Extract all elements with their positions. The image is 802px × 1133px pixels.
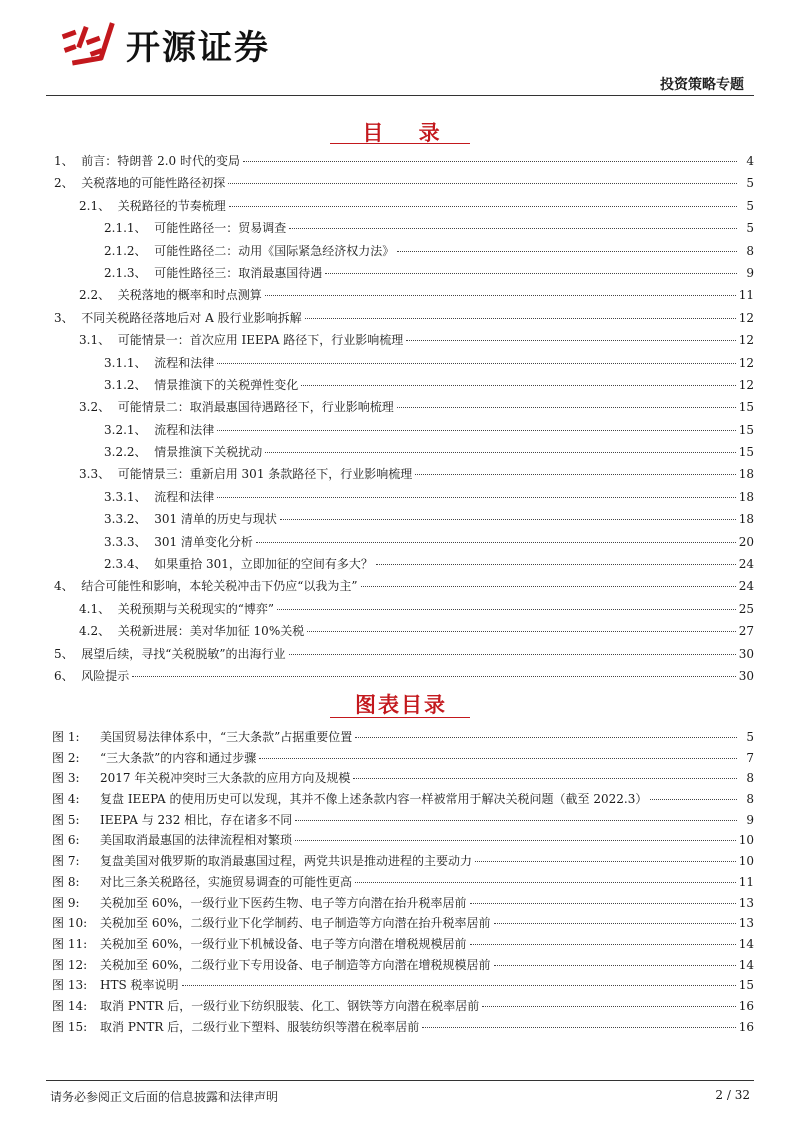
entry-number: 4.1、 (79, 601, 111, 616)
entry-number: 2.1、 (79, 198, 111, 213)
toc-list (46, 150, 754, 687)
entry-page-number: 5 (746, 176, 754, 191)
entry-page-number: 14 (738, 936, 754, 951)
entry-title: 可能情景一：首次应用 IEEPA 路径下，行业影响梳理 (117, 333, 404, 348)
toc-entry[interactable] (46, 262, 754, 284)
entry-title: 301 清单变化分析 (154, 534, 253, 549)
entry-title: 关税加至 60%，二级行业下专用设备、电子制造等方向潜在增税规模居前 (100, 957, 491, 972)
entry-title: HTS 税率说明 (100, 978, 179, 993)
entry-title: 美国取消最惠国的法律流程相对繁琐 (100, 833, 293, 848)
entry-page-number: 24 (738, 579, 754, 594)
entry-page-number: 20 (738, 534, 754, 549)
figure-entry[interactable] (46, 810, 754, 831)
entry-number: 3.1.2、 (104, 377, 147, 392)
entry-number: 4、 (54, 579, 74, 594)
toc-entry[interactable] (46, 620, 754, 642)
toc-entry[interactable] (46, 665, 754, 687)
dot-leader (650, 799, 737, 800)
entry-title: 不同关税路径落地后对 A 股行业影响拆解 (81, 310, 302, 325)
dot-leader (280, 519, 736, 520)
dot-leader (132, 676, 735, 677)
entry-number: 图 2: (52, 750, 80, 765)
entry-title: 展望后续，寻找“关税脱敏”的出海行业 (81, 646, 286, 661)
figure-list-heading: 图表目录 (355, 693, 447, 717)
entry-number: 2、 (54, 176, 74, 191)
dot-leader (277, 609, 736, 610)
entry-page-number: 12 (738, 377, 754, 392)
entry-number: 3.3.3、 (104, 534, 147, 549)
page-number: 2 / 32 (715, 1088, 750, 1102)
entry-number: 3、 (54, 310, 74, 325)
entry-title: 如果重拾 301，立即加征的空间有多大？ (154, 557, 373, 572)
entry-title: 流程和法律 (154, 422, 215, 437)
toc-entry[interactable] (46, 352, 754, 374)
entry-page-number: 15 (738, 978, 754, 993)
entry-number: 4.2、 (79, 624, 111, 639)
figure-list (46, 727, 754, 1037)
entry-title: 关税预期与关税现实的“博弈” (117, 601, 275, 616)
figure-entry[interactable] (46, 727, 754, 748)
entry-number: 3.1.1、 (104, 355, 147, 370)
entry-page-number: 15 (738, 445, 754, 460)
entry-number: 2.1.1、 (104, 221, 147, 236)
entry-number: 2.3.4、 (104, 557, 147, 572)
report-type: 投资策略专题 (660, 77, 744, 93)
dot-leader (289, 654, 736, 655)
entry-number: 图 14: (52, 998, 88, 1013)
entry-title: IEEPA 与 232 相比，存在诸多不同 (100, 812, 293, 827)
figure-entry[interactable] (46, 748, 754, 769)
kaiyuan-logo-icon (60, 18, 118, 70)
entry-number: 图 3: (52, 771, 80, 786)
figure-entry[interactable] (46, 934, 754, 955)
figure-entry[interactable] (46, 851, 754, 872)
entry-page-number: 16 (738, 998, 754, 1013)
entry-number: 图 10: (52, 916, 88, 931)
entry-page-number: 15 (738, 422, 754, 437)
entry-page-number: 8 (746, 243, 754, 258)
entry-number: 3.1、 (79, 333, 111, 348)
dot-leader (265, 295, 736, 296)
toc-entry[interactable] (46, 643, 754, 665)
entry-page-number: 18 (738, 489, 754, 504)
entry-number: 3.3.2、 (104, 512, 147, 527)
entry-title: 对比三条关税路径，实施贸易调查的可能性更高 (100, 874, 353, 889)
entry-title: 前言：特朗普 2.0 时代的变局 (81, 154, 240, 168)
dot-leader (256, 542, 736, 543)
entry-title: 关税落地的概率和时点测算 (117, 288, 262, 303)
entry-page-number: 4 (746, 154, 754, 168)
dot-leader (422, 1027, 735, 1028)
figure-entry[interactable] (46, 996, 754, 1017)
entry-page-number: 24 (738, 557, 754, 572)
entry-page-number: 16 (738, 1019, 754, 1034)
dot-leader (228, 183, 737, 184)
figure-entry[interactable] (46, 893, 754, 914)
entry-title: 关税加至 60%，二级行业下化学制药、电子制造等方向潜在抬升税率居前 (100, 916, 491, 931)
entry-title: 美国贸易法律体系中，“三大条款”占据重要位置 (100, 730, 353, 744)
dot-leader (470, 903, 736, 904)
entry-page-number: 9 (746, 265, 754, 280)
toc-entry[interactable] (46, 284, 754, 306)
figure-entry[interactable] (46, 913, 754, 934)
entry-number: 2.2、 (79, 288, 111, 303)
entry-page-number: 5 (746, 221, 754, 236)
entry-page-number: 10 (738, 854, 754, 869)
dot-leader (353, 778, 737, 779)
dot-leader (305, 318, 736, 319)
entry-title: 可能性路径三：取消最惠国待遇 (154, 265, 323, 280)
dot-leader (295, 820, 737, 821)
entry-number: 2.1.2、 (104, 243, 147, 258)
entry-title: 2017 年关税冲突时三大条款的应用方向及规模 (100, 771, 351, 786)
entry-title: 关税新进展：美对华加征 10%关税 (117, 624, 305, 639)
dot-leader (217, 497, 736, 498)
entry-title: 可能性路径一：贸易调查 (154, 221, 287, 236)
toc-entry[interactable] (46, 441, 754, 463)
toc-entry[interactable] (46, 463, 754, 485)
dot-leader (259, 758, 737, 759)
dot-leader (475, 861, 736, 862)
entry-page-number: 13 (738, 895, 754, 910)
figure-entry[interactable] (46, 830, 754, 851)
dot-leader (355, 737, 737, 738)
entry-page-number: 12 (738, 310, 754, 325)
entry-title: 取消 PNTR 后，一级行业下纺织服装、化工、钢铁等方向潜在税率居前 (100, 998, 480, 1013)
entry-page-number: 8 (746, 771, 754, 786)
entry-page-number: 12 (738, 355, 754, 370)
toc-entry[interactable] (46, 508, 754, 530)
dot-leader (301, 385, 736, 386)
company-logo (60, 18, 270, 70)
figure-entry[interactable] (46, 789, 754, 810)
dot-leader (265, 452, 736, 453)
entry-page-number: 10 (738, 833, 754, 848)
toc-entry[interactable] (46, 575, 754, 597)
entry-title: 复盘 IEEPA 的使用历史可以发现，其并不像上述条款内容一样被常用于解决关税问题（截至 2022.3） (100, 792, 648, 807)
entry-page-number: 18 (738, 467, 754, 482)
dot-leader (361, 586, 736, 587)
entry-page-number: 5 (746, 730, 754, 744)
dot-leader (482, 1006, 735, 1007)
entry-page-number: 5 (746, 198, 754, 213)
dot-leader (229, 206, 737, 207)
entry-title: 关税加至 60%，一级行业下医药生物、电子等方向潜在抬升税率居前 (100, 895, 467, 910)
dot-leader (217, 430, 736, 431)
entry-number: 3.2、 (79, 400, 111, 415)
toc-entry[interactable] (46, 486, 754, 508)
dot-leader (415, 474, 735, 475)
entry-title: 关税落地的可能性路径初探 (81, 176, 226, 191)
entry-number: 图 8: (52, 874, 80, 889)
dot-leader (397, 251, 737, 252)
entry-number: 图 11: (52, 936, 88, 951)
dot-leader (376, 564, 736, 565)
entry-page-number: 12 (738, 333, 754, 348)
entry-page-number: 27 (738, 624, 754, 639)
toc-entry[interactable] (46, 172, 754, 194)
dot-leader (243, 161, 737, 162)
entry-title: 取消 PNTR 后，二级行业下塑料、服装纺织等潜在税率居前 (100, 1019, 420, 1034)
toc-entry[interactable] (46, 419, 754, 441)
entry-number: 图 6: (52, 833, 80, 848)
entry-page-number: 14 (738, 957, 754, 972)
toc-entry[interactable] (46, 531, 754, 553)
entry-title: 流程和法律 (154, 489, 215, 504)
entry-page-number: 30 (738, 646, 754, 661)
figure-entry[interactable] (46, 955, 754, 976)
dot-leader (295, 840, 736, 841)
dot-leader (406, 340, 735, 341)
entry-number: 图 1: (52, 730, 80, 744)
entry-number: 6、 (54, 668, 74, 683)
toc-entry[interactable] (46, 553, 754, 575)
toc-entry[interactable] (46, 217, 754, 239)
entry-number: 图 9: (52, 895, 80, 910)
company-name: 开源证券 (126, 27, 270, 68)
entry-number: 3.2.1、 (104, 422, 147, 437)
toc-entry[interactable] (46, 374, 754, 396)
dot-leader (397, 407, 736, 408)
toc-heading: 目 录 (362, 121, 454, 145)
dot-leader (307, 631, 735, 632)
entry-number: 5、 (54, 646, 74, 661)
dot-leader (470, 944, 736, 945)
toc-entry[interactable] (46, 240, 754, 262)
entry-title: 关税路径的节奏梳理 (117, 198, 226, 213)
entry-title: 可能性路径二：动用《国际紧急经济权力法》 (154, 243, 395, 258)
toc-entry[interactable] (46, 307, 754, 329)
toc-entry[interactable] (46, 329, 754, 351)
dot-leader (355, 882, 736, 883)
entry-number: 图 15: (52, 1019, 88, 1034)
entry-title: 关税加至 60%，一级行业下机械设备、电子等方向潜在增税规模居前 (100, 936, 467, 951)
figure-entry[interactable] (46, 975, 754, 996)
dot-leader (494, 965, 736, 966)
toc-entry[interactable] (46, 396, 754, 418)
entry-page-number: 11 (738, 288, 754, 303)
entry-page-number: 30 (738, 668, 754, 683)
footer-divider (46, 1080, 754, 1081)
entry-title: 情景推演下关税扰动 (154, 445, 263, 460)
entry-page-number: 25 (738, 601, 754, 616)
entry-title: 可能情景二：取消最惠国待遇路径下，行业影响梳理 (117, 400, 394, 415)
entry-number: 图 12: (52, 957, 88, 972)
dot-leader (289, 228, 737, 229)
dot-leader (494, 923, 736, 924)
dot-leader (325, 273, 737, 274)
entry-page-number: 8 (746, 792, 754, 807)
entry-number: 3.3、 (79, 467, 111, 482)
entry-page-number: 9 (746, 812, 754, 827)
entry-page-number: 13 (738, 916, 754, 931)
entry-title: 风险提示 (81, 668, 130, 683)
entry-title: 情景推演下的关税弹性变化 (154, 377, 299, 392)
legal-disclaimer: 请务必参阅正文后面的信息披露和法律声明 (50, 1090, 279, 1104)
entry-title: “三大条款”的内容和通过步骤 (100, 750, 257, 765)
entry-number: 图 4: (52, 792, 80, 807)
figure-entry[interactable] (46, 872, 754, 893)
toc-entry[interactable] (46, 598, 754, 620)
entry-page-number: 11 (738, 874, 754, 889)
entry-title: 结合可能性和影响，本轮关税冲击下仍应“以我为主” (81, 579, 358, 594)
entry-number: 图 7: (52, 854, 80, 869)
entry-title: 可能情景三：重新启用 301 条款路径下，行业影响梳理 (117, 467, 413, 482)
dot-leader (182, 985, 736, 986)
entry-number: 3.3.1、 (104, 489, 147, 504)
entry-number: 1、 (54, 154, 74, 168)
entry-title: 流程和法律 (154, 355, 215, 370)
entry-number: 2.1.3、 (104, 265, 147, 280)
entry-page-number: 18 (738, 512, 754, 527)
entry-number: 图 5: (52, 812, 80, 827)
toc-entry[interactable] (46, 195, 754, 217)
entry-number: 3.2.2、 (104, 445, 147, 460)
entry-page-number: 7 (746, 750, 754, 765)
entry-title: 301 清单的历史与现状 (154, 512, 277, 527)
entry-number: 图 13: (52, 978, 88, 993)
dot-leader (217, 363, 736, 364)
entry-title: 复盘美国对俄罗斯的取消最惠国过程，两党共识是推动进程的主要动力 (100, 854, 473, 869)
toc-entry[interactable] (46, 150, 754, 172)
entry-page-number: 15 (738, 400, 754, 415)
header-divider (46, 95, 754, 96)
figure-entry[interactable] (46, 768, 754, 789)
figure-entry[interactable] (46, 1017, 754, 1038)
